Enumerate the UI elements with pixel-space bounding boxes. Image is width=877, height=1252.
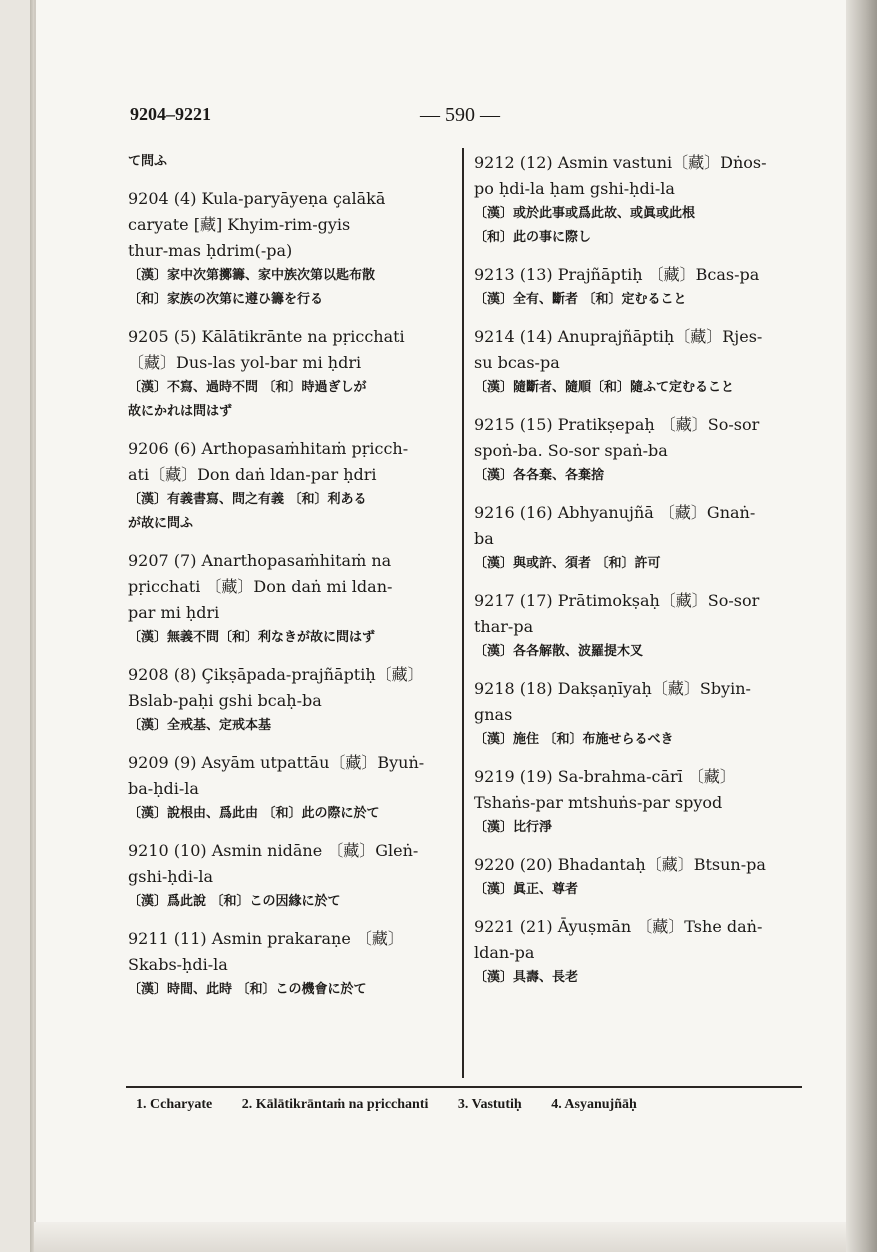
entry-gloss: 〔漢〕與或許、須者 〔和〕許可 [474, 556, 661, 571]
dictionary-entry [474, 150, 802, 250]
entry-headword-line: 9216 (16) Abhyanujñā 〔藏〕Gnaṅ- [474, 503, 756, 522]
footnotes [136, 1097, 796, 1113]
entry-line: Tshaṅs-par mtshuṅs-par spyod [474, 793, 723, 812]
footnote-1: 1. Ccharyate [136, 1097, 213, 1112]
entry-headword-line: 9207 (7) Anarthopasaṁhitaṁ na [128, 551, 392, 570]
dictionary-entry [474, 914, 802, 990]
entry-line: po ḥdi-la ḥam gshi-ḥdi-la [474, 179, 675, 198]
entry-gloss: 故にかれは問はず [128, 404, 233, 419]
entry-gloss: 〔漢〕說根由、爲此由 〔和〕此の際に於て [128, 806, 380, 821]
entry-headword-line: 9217 (17) Prātimokṣaḥ〔藏〕So-sor [474, 591, 760, 610]
dictionary-entry [128, 186, 458, 312]
dictionary-entry [474, 588, 802, 664]
footnote-4: 4. Asyanujñāḥ [551, 1097, 637, 1112]
footnote-2: 2. Kālātikrāntaṁ na pṛicchanti [241, 1097, 429, 1112]
right-column [474, 150, 802, 1078]
entry-gloss: 〔漢〕各各解散、波羅提木叉 [474, 644, 644, 659]
entry-range-header: 9204–9221 [130, 104, 211, 124]
entry-gloss: 〔漢〕爲此說 〔和〕この因緣に於て [128, 894, 341, 909]
page-number: — 590 — [420, 104, 500, 126]
entry-headword-line: 9211 (11) Asmin prakaraṇe 〔藏〕 [128, 929, 404, 948]
entry-line: Skabs-ḥdi-la [128, 955, 228, 974]
entry-headword-line: 9218 (18) Dakṣaṇīyaḥ〔藏〕Sbyin- [474, 679, 751, 698]
entry-line: caryate [藏] Khyim-rim-gyis [128, 215, 351, 234]
entry-headword-line: 9219 (19) Sa-brahma-cārī 〔藏〕 [474, 767, 736, 786]
entry-line: thar-pa [474, 617, 534, 636]
continuation-text: て問ふ [128, 154, 168, 169]
entry-line: ati〔藏〕Don daṅ ldan-par ḥdri [128, 465, 377, 484]
dictionary-entry [128, 548, 458, 650]
entry-headword-line: 9221 (21) Āyuṣmān 〔藏〕Tshe daṅ- [474, 917, 763, 936]
dictionary-entry [474, 852, 802, 902]
entry-headword-line: 9204 (4) Kula-paryāyeṇa çalākā [128, 189, 386, 208]
left-entries [128, 186, 458, 1002]
dictionary-entry [128, 436, 458, 536]
entry-line: ldan-pa [474, 943, 535, 962]
footnote-3: 3. Vastutiḥ [457, 1097, 522, 1112]
entry-gloss: 〔漢〕時間、此時 〔和〕この機會に於て [128, 982, 367, 997]
entry-gloss: 〔漢〕眞正、尊者 [474, 882, 579, 897]
column-divider [462, 148, 464, 1078]
entry-gloss: 〔漢〕比行淨 [474, 820, 553, 835]
dictionary-entry [128, 662, 458, 738]
entry-gloss: 〔漢〕無義不問〔和〕利なきが故に問はず [128, 630, 376, 645]
dictionary-entry [128, 926, 458, 1002]
page-edge-right [846, 0, 877, 1252]
page-bottom-margin [34, 1222, 846, 1252]
dictionary-entry [474, 324, 802, 400]
entry-headword-line: 9214 (14) Anuprajñāptiḥ〔藏〕Rjes- [474, 327, 763, 346]
entry-gloss: 〔漢〕有義書寫、問之有義 〔和〕利ある [128, 492, 367, 507]
entry-headword-line: 9209 (9) Asyām utpattāu〔藏〕Byuṅ- [128, 753, 425, 772]
entry-gloss: 〔漢〕全有、斷者 〔和〕定むること [474, 292, 687, 307]
entry-headword-line: 9206 (6) Arthopasaṁhitaṁ pṛicch- [128, 439, 409, 458]
dictionary-entry [474, 262, 802, 312]
entry-gloss: 〔漢〕不寫、過時不問 〔和〕時過ぎしが [128, 380, 367, 395]
entry-headword-line: 9213 (13) Prajñāptiḥ 〔藏〕Bcas-pa [474, 265, 760, 284]
entry-gloss: 〔漢〕全戒基、定戒本基 [128, 718, 272, 733]
entry-headword-line: 9205 (5) Kālātikrānte na pṛicchati [128, 327, 405, 346]
entry-line: pṛicchati 〔藏〕Don daṅ mi ldan- [128, 577, 393, 596]
entry-gloss: が故に問ふ [128, 516, 194, 531]
entry-line: thur-mas ḥdrim(-pa) [128, 241, 293, 260]
entry-headword-line: 9208 (8) Çikṣāpada-prajñāptiḥ〔藏〕 [128, 665, 424, 684]
dictionary-entry [128, 750, 458, 826]
entry-line: par mi ḥdri [128, 603, 220, 622]
entry-gloss: 〔漢〕或於此事或爲此故、或眞或此根 [474, 206, 696, 221]
entry-headword-line: 9215 (15) Pratikṣepaḥ 〔藏〕So-sor [474, 415, 760, 434]
dictionary-entry [474, 412, 802, 488]
dictionary-entry [474, 500, 802, 576]
entry-line: su bcas-pa [474, 353, 560, 372]
entry-line: 〔藏〕Dus-las yol-bar mi ḥdri [128, 353, 362, 372]
dictionary-entry [128, 838, 458, 914]
entry-line: ba-ḥdi-la [128, 779, 199, 798]
entry-gloss: 〔和〕此の事に際し [474, 230, 592, 245]
entry-gloss: 〔漢〕施住 〔和〕布施せらるべき [474, 732, 674, 747]
dictionary-entry [474, 764, 802, 840]
entry-line: ba [474, 529, 494, 548]
entry-gloss: 〔和〕家族の次第に遵ひ籌を行る [128, 292, 324, 307]
entry-headword-line: 9210 (10) Asmin nidāne 〔藏〕Gleṅ- [128, 841, 419, 860]
left-column [128, 150, 458, 1078]
entry-gloss: 〔漢〕家中次第擲籌、家中族次第以匙布散 [128, 268, 376, 283]
right-entries [474, 150, 802, 990]
entry-gloss: 〔漢〕具壽、長老 [474, 970, 579, 985]
entry-gloss: 〔漢〕隨斷者、隨順〔和〕隨ふて定むること [474, 380, 735, 395]
entry-headword-line: 9220 (20) Bhadantaḥ〔藏〕Btsun-pa [474, 855, 766, 874]
entry-headword-line: 9212 (12) Asmin vastuni〔藏〕Dṅos- [474, 153, 767, 172]
entry-line: gshi-ḥdi-la [128, 867, 214, 886]
dictionary-entry [474, 676, 802, 752]
entry-gloss: 〔漢〕各各棄、各棄捨 [474, 468, 605, 483]
entry-line: Bslab-paḥi gshi bcaḥ-ba [128, 691, 322, 710]
dictionary-entry [128, 324, 458, 424]
entry-line: spoṅ-ba. So-sor spaṅ-ba [474, 441, 668, 460]
footnote-rule [126, 1086, 802, 1088]
entry-line: gnas [474, 705, 513, 724]
